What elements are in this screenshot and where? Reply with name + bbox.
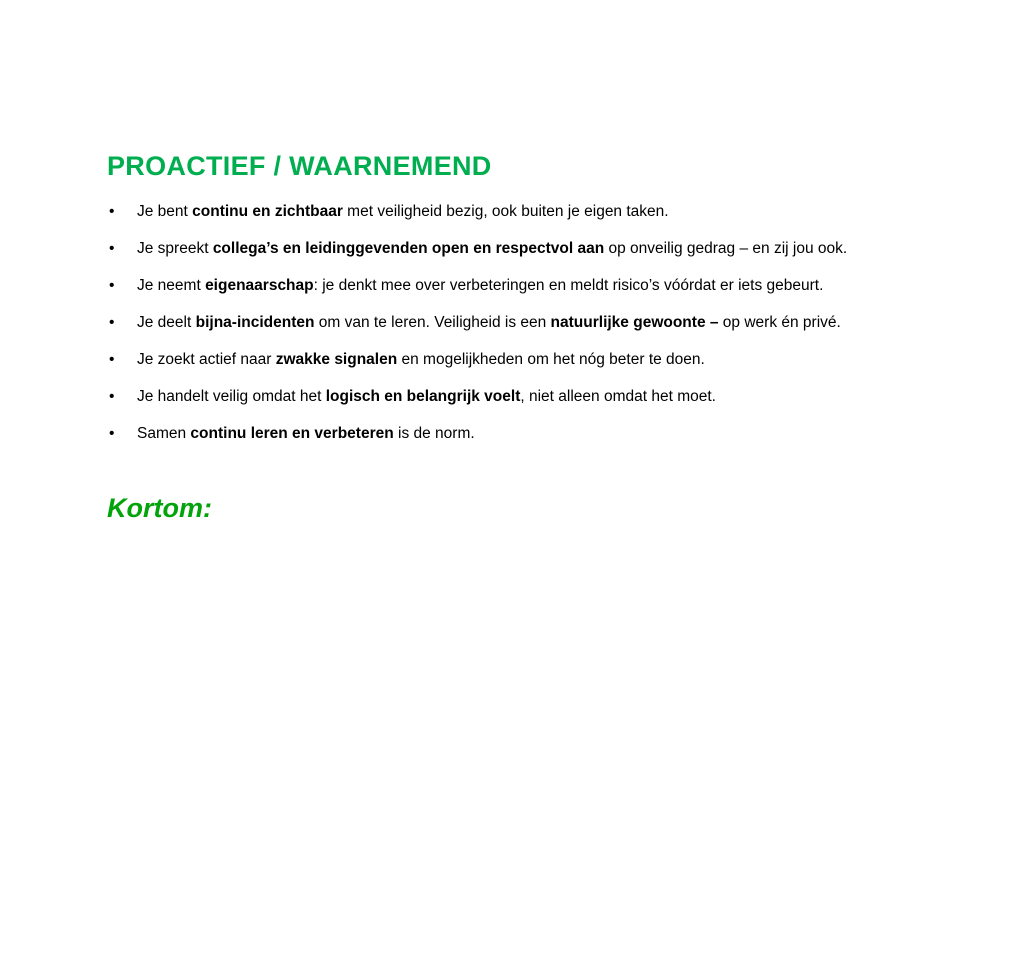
bullet-text: op werk én privé.	[718, 314, 841, 332]
bullet-text: , niet alleen omdat het moet.	[520, 388, 716, 406]
proactief-bullet-list	[107, 197, 937, 448]
bullet-text: Je deelt	[137, 314, 196, 332]
bullet-item	[107, 197, 937, 226]
bullet-item	[107, 271, 937, 300]
bullet-text-bold: collega’s en leidinggevenden open en respectvol aan	[212, 240, 605, 258]
bullet-dot-icon: •	[109, 203, 115, 221]
bullet-dot-icon: •	[109, 425, 115, 443]
bullet-text: Samen	[137, 425, 191, 443]
bullet-text: Je handelt veilig omdat het	[137, 388, 326, 406]
bullet-text-bold: eigenaarschap	[205, 277, 314, 295]
bullet-dot-icon: •	[109, 351, 115, 369]
bullet-dot-icon: •	[109, 314, 115, 332]
kortom-heading: Kortom:	[107, 493, 212, 524]
bullet-text: : je denkt mee over verbeteringen en meldt risico’s vóórdat er iets gebeurt.	[313, 277, 824, 295]
bullet-text: Je spreekt	[137, 240, 213, 258]
bullet-text-bold: bijna-incidenten	[195, 314, 315, 332]
bullet-text: is de norm.	[393, 425, 475, 443]
bullet-text-bold: logisch en belangrijk voelt	[325, 388, 521, 406]
bullet-item	[107, 345, 937, 374]
bullet-text: op onveilig gedrag – en zij jou ook.	[604, 240, 848, 258]
page-title: PROACTIEF / WAARNEMEND	[107, 151, 492, 181]
bullet-item	[107, 234, 937, 263]
bullet-text: om van te leren. Veiligheid is een	[314, 314, 551, 332]
bullet-text: Je neemt	[137, 277, 206, 295]
bullet-dot-icon: •	[109, 277, 115, 295]
bullet-text: met veiligheid bezig, ook buiten je eigen taken.	[342, 203, 669, 221]
bullet-dot-icon: •	[109, 388, 115, 406]
bullet-item	[107, 308, 937, 337]
bullet-text: en mogelijkheden om het nóg beter te doen.	[397, 351, 705, 369]
bullet-item	[107, 419, 937, 448]
bullet-text-bold: natuurlijke gewoonte –	[550, 314, 719, 332]
bullet-text-bold: zwakke signalen	[275, 351, 398, 369]
bullet-dot-icon: •	[109, 240, 115, 258]
bullet-text-bold: continu leren en verbeteren	[190, 425, 394, 443]
bullet-text: Je zoekt actief naar	[137, 351, 276, 369]
bullet-text-bold: continu en zichtbaar	[192, 203, 343, 221]
bullet-item	[107, 382, 937, 411]
bullet-text: Je bent	[137, 203, 193, 221]
